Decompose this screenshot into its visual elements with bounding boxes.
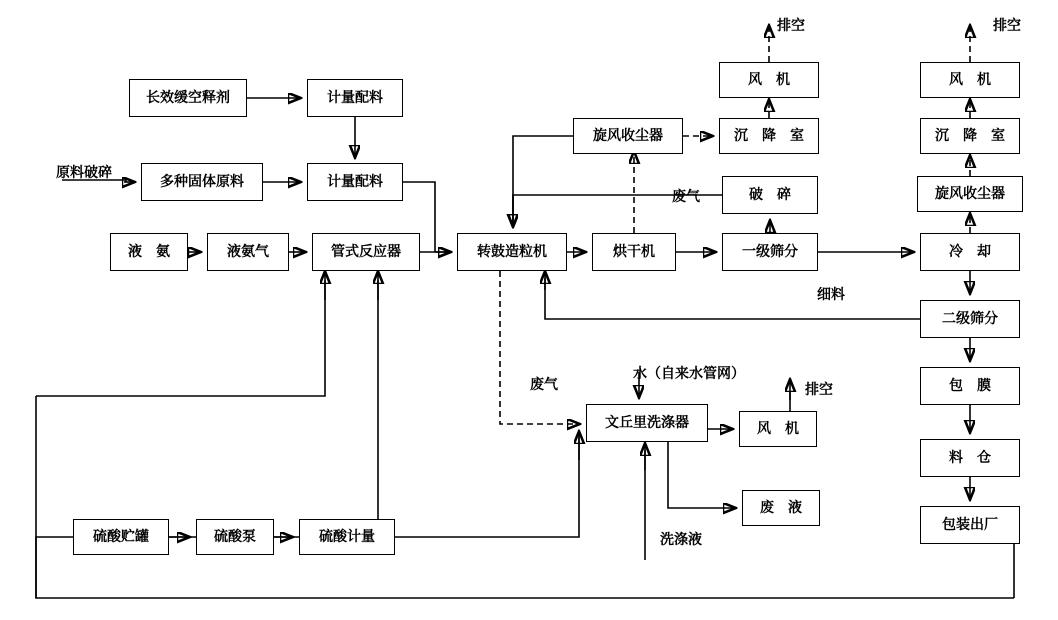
node-erji-shaifen[interactable] xyxy=(920,300,1020,338)
label-feiqi-granulator xyxy=(530,378,558,392)
label-paikong-left xyxy=(777,19,805,33)
node-fengji-right[interactable] xyxy=(920,62,1020,98)
node-label: 风 机 xyxy=(748,72,790,88)
node-liaocang[interactable] xyxy=(920,439,1020,477)
node-ye-an[interactable] xyxy=(110,233,188,271)
label-paikong-scrubber xyxy=(805,383,833,397)
node-jiliang-peiliao-bottom[interactable] xyxy=(307,163,403,201)
node-label: 烘干机 xyxy=(613,244,655,260)
node-label: 硫酸计量 xyxy=(319,529,375,545)
node-wenqiuli-xidiqi[interactable] xyxy=(586,404,708,442)
node-label: 二级筛分 xyxy=(942,311,998,327)
label-text: 废气 xyxy=(672,189,700,205)
node-fengji-left[interactable] xyxy=(719,62,819,98)
node-label: 文丘里洗涤器 xyxy=(605,415,689,431)
label-paikong-right xyxy=(993,19,1021,33)
node-fengji-scrubber[interactable] xyxy=(739,411,817,447)
node-label: 料 仓 xyxy=(949,450,991,466)
node-yiji-shaifen[interactable] xyxy=(722,233,818,271)
node-label: 液氨气 xyxy=(227,244,269,260)
node-label: 风 机 xyxy=(757,421,799,437)
node-label: 风 机 xyxy=(949,72,991,88)
node-liusuan-jiliang[interactable] xyxy=(299,519,395,555)
node-posui[interactable] xyxy=(722,176,818,214)
node-label: 管式反应器 xyxy=(331,244,401,260)
node-zhuangu-zaolieji[interactable] xyxy=(457,233,567,271)
label-text: 废气 xyxy=(530,377,558,393)
label-text: 水（自来水管网） xyxy=(633,366,745,382)
node-label: 硫酸贮罐 xyxy=(93,529,149,545)
node-ye-an-qi[interactable] xyxy=(207,233,289,271)
label-yuanliao-posui xyxy=(56,166,112,180)
node-label: 液 氨 xyxy=(128,244,170,260)
node-liusuan-beng[interactable] xyxy=(196,519,274,555)
node-label: 多种固体原料 xyxy=(160,174,244,190)
label-text: 细料 xyxy=(817,287,845,303)
node-label: 旋风收尘器 xyxy=(593,128,663,144)
label-xidiye xyxy=(660,533,702,547)
node-baozhuang-chuchang[interactable] xyxy=(920,506,1020,544)
label-xiliao xyxy=(817,288,845,302)
node-label: 硫酸泵 xyxy=(214,529,256,545)
node-label: 破 碎 xyxy=(749,187,791,203)
node-label: 计量配料 xyxy=(327,174,383,190)
node-label: 旋风收尘器 xyxy=(935,186,1005,202)
node-label: 计量配料 xyxy=(327,90,383,106)
node-xuanfeng-shouchenqi-left[interactable] xyxy=(573,118,683,154)
node-xuanfeng-shouchenqi-right[interactable] xyxy=(917,176,1023,212)
node-label: 包 膜 xyxy=(949,378,991,394)
node-guanshi-fanyingqi[interactable] xyxy=(312,233,420,271)
node-feiye[interactable] xyxy=(742,490,820,526)
label-text: 排空 xyxy=(805,382,833,398)
label-text: 排空 xyxy=(993,18,1021,34)
node-liusuan-zhuguan[interactable] xyxy=(73,519,169,555)
label-feiqi-dryer xyxy=(672,190,700,204)
node-chenjiangshi-right[interactable] xyxy=(920,118,1020,154)
node-jiliang-peiliao-top[interactable] xyxy=(307,79,403,117)
node-label: 长效缓空释剂 xyxy=(146,90,230,106)
label-shui-zilaishui xyxy=(633,367,745,381)
node-label: 一级筛分 xyxy=(742,244,798,260)
label-text: 排空 xyxy=(777,18,805,34)
node-label: 沉 降 室 xyxy=(935,128,1005,144)
node-duozhong-gutiyuanliao[interactable] xyxy=(141,163,263,201)
node-label: 废 液 xyxy=(760,500,802,516)
node-lengque[interactable] xyxy=(920,233,1020,271)
node-label: 沉 降 室 xyxy=(734,128,804,144)
node-label: 冷 却 xyxy=(949,244,991,260)
label-text: 洗涤液 xyxy=(660,532,702,548)
node-hongganji[interactable] xyxy=(592,233,676,271)
node-chenjiangshi-left[interactable] xyxy=(719,118,819,154)
node-baomo[interactable] xyxy=(920,367,1020,405)
label-text: 原料破碎 xyxy=(56,165,112,181)
node-label: 包装出厂 xyxy=(942,517,998,533)
node-label: 转鼓造粒机 xyxy=(477,244,547,260)
node-changxiao-huankong-shiji[interactable] xyxy=(129,79,247,117)
